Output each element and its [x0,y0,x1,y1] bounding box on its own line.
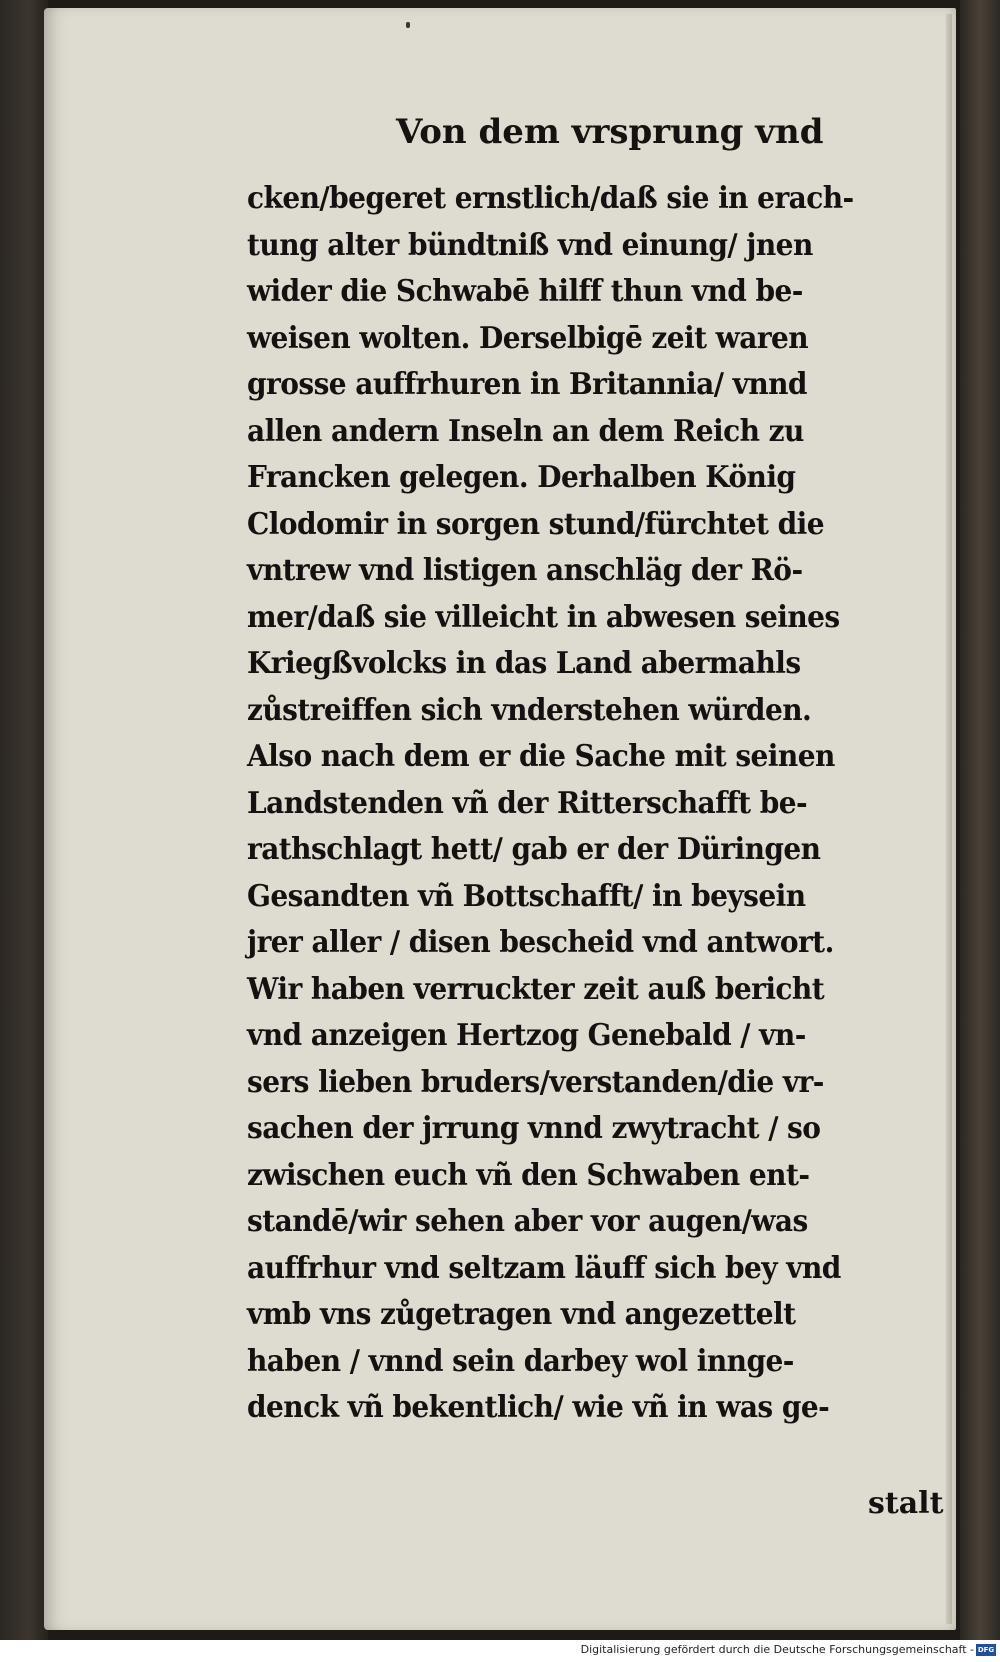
text-line: haben / vnnd sein darbey wol innge- [247,1343,794,1379]
text-line: zwischen euch vñ den Schwaben ent- [247,1157,810,1193]
book-cover-right [960,0,1000,1662]
text-line: Kriegßvolcks in das Land abermahls [247,646,801,681]
text-line: Also nach dem er die Sache mit seinen [247,739,835,774]
text-line: cken/begeret ernstlich/daß sie in erach- [247,181,854,216]
text-line: tung alter bündtniß vnd einung/ jnen [247,227,813,263]
book-cover-left [0,0,48,1662]
text-line: wider die Schwabē hilff thun vnd be- [247,274,803,309]
text-line: vmb vns zůgetragen vnd angezettelt [247,1297,796,1332]
text-line: Gesandten vñ Bottschafft/ in beysein [247,878,806,914]
text-line: jrer aller / disen bescheid vnd antwort. [247,925,834,960]
running-head: Von dem vrsprung vnd [396,112,824,152]
text-line: denck vñ bekentlich/ wie vñ in was ge- [247,1390,830,1425]
page-edge [946,14,952,1624]
text-line: sers lieben bruders/verstanden/die vr- [247,1064,824,1100]
text-line: rathschlagt hett/ gab er der Düringen [247,832,821,867]
text-line: grosse auffrhuren in Britannia/ vnnd [247,367,807,402]
text-line: vntrew vnd listigen anschläg der Rö- [247,553,803,588]
text-line: zůstreiffen sich vnderstehen würden. [247,692,812,728]
ink-spot [406,22,410,28]
body-text [247,176,943,1432]
text-line: Francken gelegen. Derhalben König [247,460,796,495]
digitization-credit: Digitalisierung gefördert durch die Deutsche Forschungsgemeinschaft - [580,1643,974,1656]
text-line: Wir haben verruckter zeit auß bericht [247,971,825,1007]
text-line: weisen wolten. Derselbigē zeit waren [247,320,809,356]
dfg-logo: DFG [977,1646,995,1654]
text-line: vnd anzeigen Hertzog Genebald / vn- [247,1018,806,1053]
text-line: sachen der jrrung vnnd zwytracht / so [247,1111,821,1146]
text-line: Landstenden vñ der Ritterschafft be- [247,785,808,821]
catchword: stalt [868,1486,944,1521]
text-line: mer/daß sie villeicht in abwesen seines [247,599,840,635]
text-line: allen andern Inseln an dem Reich zu [247,413,804,449]
text-line: standē/wir sehen aber vor augen/was [247,1204,808,1239]
text-line: auffrhur vnd seltzam läuff sich bey vnd [247,1250,841,1286]
text-line: Clodomir in sorgen stund/fürchtet die [247,506,824,542]
